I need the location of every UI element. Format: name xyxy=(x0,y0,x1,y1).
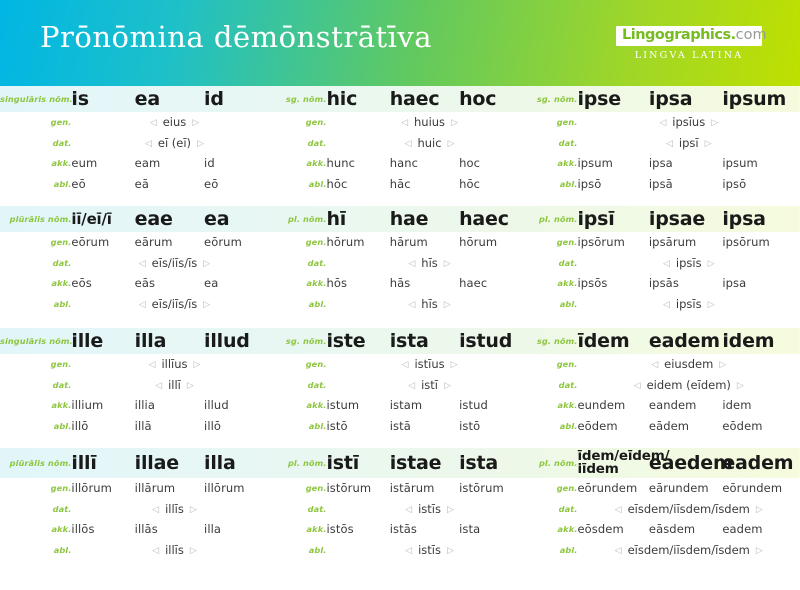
form-ille-plural-nom-1: illī xyxy=(71,452,97,474)
bracket-right-icon: ▷ xyxy=(450,360,458,371)
bracket-left-icon: ◁ xyxy=(665,138,673,149)
form-ille-singular-x-3: illud xyxy=(204,398,229,413)
row-singular-gen xyxy=(0,112,800,133)
form-hic-plural-dat-shared: ◁ hīs ▷ xyxy=(408,255,451,270)
form-hic-plural-nom-3: haec xyxy=(459,208,509,230)
label-ipse-singular-nom: sg. nōm. xyxy=(536,94,578,104)
form-iste-singular-gen-shared: ◁ istīus ▷ xyxy=(401,357,458,372)
form-idem-singular-dat-shared: ◁ eidem (eīdem) ▷ xyxy=(633,377,744,392)
bracket-left-icon: ◁ xyxy=(662,299,670,310)
form-iste-plural-x-3: istōrum xyxy=(459,481,504,496)
label-is-plural-abl: abl. xyxy=(53,298,72,309)
form-is-plural-abl-shared: ◁ eīs/iīs/īs ▷ xyxy=(138,296,211,311)
form-idem-singular-x-3: idem xyxy=(722,398,752,413)
form-hic-singular-x-3: hoc xyxy=(459,156,481,171)
form-idem-plural-dat-shared: ◁ eīsdem/iīsdem/īsdem ▷ xyxy=(614,501,763,516)
label-ipse-plural-gen: gen. xyxy=(556,237,578,248)
label-ille-singular-abl: abl. xyxy=(53,420,72,431)
form-iste-plural-dat-shared: ◁ istīs ▷ xyxy=(405,501,454,516)
label-idem-singular-abl: abl. xyxy=(559,420,578,431)
form-ille-singular-nom-2: illa xyxy=(134,330,167,352)
label-iste-plural-dat: dat. xyxy=(307,503,327,514)
form-is-singular-x-1: eum xyxy=(71,156,98,171)
form-iste-singular-x-1: istum xyxy=(326,398,360,413)
form-ipse-plural-nom-1: ipsī xyxy=(577,208,615,230)
form-hic-singular-nom-2: haec xyxy=(389,88,440,110)
form-ipse-plural-dat-shared: ◁ ipsīs ▷ xyxy=(662,255,715,270)
label-iste-plural-gen: gen. xyxy=(305,483,327,494)
bracket-right-icon: ▷ xyxy=(704,138,712,149)
bracket-left-icon: ◁ xyxy=(404,138,412,149)
label-hic-plural-akk: akk. xyxy=(306,278,327,289)
label-is-singular-gen: gen. xyxy=(50,117,72,128)
bracket-right-icon: ▷ xyxy=(443,380,451,391)
label-ipse-plural-akk: akk. xyxy=(557,278,578,289)
form-iste-plural-x-3: ista xyxy=(459,522,481,537)
form-idem-singular-x-1: eōdem xyxy=(577,418,618,433)
label-ille-singular-akk: akk. xyxy=(51,400,72,411)
form-ipse-singular-x-2: ipsā xyxy=(648,176,673,191)
label-hic-plural-dat: dat. xyxy=(307,257,327,268)
row-singular-nominative xyxy=(0,86,800,112)
label-idem-plural-gen: gen. xyxy=(556,483,578,494)
form-idem-plural-abl-shared: ◁ eīsdem/iīsdem/īsdem ▷ xyxy=(614,542,763,557)
form-idem-plural-x-1: eōsdem xyxy=(577,522,624,537)
label-ipse-singular-gen: gen. xyxy=(556,117,578,128)
row-plural-nominative xyxy=(0,206,800,232)
label-iste-singular-dat: dat. xyxy=(307,379,327,390)
row-singular-dat xyxy=(0,375,800,396)
form-iste-plural-abl-shared: ◁ istīs ▷ xyxy=(405,542,454,557)
form-ille-plural-x-1: illōs xyxy=(71,522,95,537)
form-ipse-plural-x-3: ipsa xyxy=(722,276,747,291)
form-ipse-singular-x-1: ipsō xyxy=(577,176,602,191)
form-is-plural-x-1: eōs xyxy=(71,276,92,291)
form-ipse-plural-x-3: ipsōrum xyxy=(722,235,770,250)
label-idem-singular-nom: sg. nōm. xyxy=(536,336,578,346)
bracket-left-icon: ◁ xyxy=(659,118,667,129)
form-is-plural-x-3: eōrum xyxy=(204,235,242,250)
form-ille-singular-x-1: illium xyxy=(71,398,104,413)
bracket-right-icon: ▷ xyxy=(755,545,763,556)
form-iste-plural-x-2: istārum xyxy=(389,481,435,496)
bracket-right-icon: ▷ xyxy=(443,258,451,269)
block-gap xyxy=(0,436,800,448)
form-is-plural-x-1: eōrum xyxy=(71,235,110,250)
row-plural-dat xyxy=(0,253,800,274)
bracket-left-icon: ◁ xyxy=(144,138,152,149)
form-is-singular-nom-1: is xyxy=(71,88,89,110)
form-idem-plural-x-3: eadem xyxy=(722,522,763,537)
form-ipse-plural-nom-2: ipsae xyxy=(648,208,706,230)
row-singular-nominative xyxy=(0,328,800,354)
label-idem-plural-nom: pl. nōm. xyxy=(538,458,578,468)
bracket-right-icon: ▷ xyxy=(451,118,458,129)
form-ipse-singular-nom-1: ipse xyxy=(577,88,621,110)
label-idem-plural-dat: dat. xyxy=(558,503,578,514)
row-singular-abl xyxy=(0,174,800,195)
form-is-singular-x-3: eō xyxy=(204,176,219,191)
row-singular-akk xyxy=(0,153,800,174)
form-iste-singular-x-3: istud xyxy=(459,398,488,413)
form-is-singular-nom-2: ea xyxy=(134,88,160,110)
form-hic-singular-x-2: hanc xyxy=(389,156,419,171)
row-plural-akk xyxy=(0,273,800,294)
bracket-left-icon: ◁ xyxy=(152,504,160,515)
bracket-left-icon: ◁ xyxy=(152,545,160,556)
page-title: Prōnōmina dēmōnstrātīva xyxy=(40,20,433,54)
form-ipse-singular-x-3: ipsō xyxy=(722,176,747,191)
form-hic-singular-nom-1: hic xyxy=(326,88,358,110)
form-ille-singular-x-1: illō xyxy=(71,418,89,433)
bracket-left-icon: ◁ xyxy=(662,258,670,269)
bracket-right-icon: ▷ xyxy=(447,138,455,149)
form-ille-singular-nom-3: illud xyxy=(204,330,250,352)
form-is-plural-dat-shared: ◁ eīs/iīs/īs ▷ xyxy=(138,255,211,270)
label-iste-singular-akk: akk. xyxy=(306,400,327,411)
form-hic-singular-x-1: hōc xyxy=(326,176,348,191)
form-iste-singular-x-2: istā xyxy=(389,418,411,433)
label-is-singular-dat: dat. xyxy=(52,137,72,148)
form-idem-singular-x-2: eandem xyxy=(648,398,697,413)
form-is-singular-gen-shared: ◁ eius ▷ xyxy=(149,115,200,130)
bracket-right-icon: ▷ xyxy=(197,138,204,149)
form-idem-plural-x-3: eōrundem xyxy=(722,481,783,496)
row-plural-gen xyxy=(0,478,800,499)
label-iste-singular-gen: gen. xyxy=(305,359,327,370)
form-iste-plural-x-1: istōs xyxy=(326,522,354,537)
page-header xyxy=(0,0,800,86)
bracket-right-icon: ▷ xyxy=(203,299,211,310)
label-idem-singular-gen: gen. xyxy=(556,359,578,370)
bracket-left-icon: ◁ xyxy=(614,504,622,515)
label-is-singular-abl: abl. xyxy=(53,178,72,189)
bracket-right-icon: ▷ xyxy=(707,258,715,269)
form-ipse-singular-x-3: ipsum xyxy=(722,156,758,171)
form-hic-plural-x-1: hōrum xyxy=(326,235,365,250)
declension-table-lower xyxy=(0,328,800,560)
form-is-plural-x-2: eārum xyxy=(134,235,173,250)
form-idem-plural-nom-1: īdem/eīdem/ iīdem xyxy=(577,448,670,477)
form-iste-singular-dat-shared: ◁ istī ▷ xyxy=(408,377,451,392)
form-iste-singular-x-1: istō xyxy=(326,418,348,433)
form-ille-plural-nom-3: illa xyxy=(204,452,236,474)
bracket-left-icon: ◁ xyxy=(138,258,146,269)
form-iste-plural-nom-1: istī xyxy=(326,452,360,474)
label-is-plural-dat: dat. xyxy=(52,257,72,268)
form-hic-plural-nom-1: hī xyxy=(326,208,347,230)
form-idem-singular-x-3: eōdem xyxy=(722,418,763,433)
row-singular-dat xyxy=(0,133,800,154)
label-iste-singular-abl: abl. xyxy=(308,420,327,431)
form-iste-plural-nom-3: ista xyxy=(459,452,499,474)
logo-wordmark xyxy=(616,26,767,46)
form-ille-plural-nom-2: illae xyxy=(134,452,179,474)
label-ipse-singular-abl: abl. xyxy=(559,178,578,189)
form-is-plural-x-3: ea xyxy=(204,276,219,291)
label-hic-singular-dat: dat. xyxy=(307,137,327,148)
form-hic-plural-x-1: hōs xyxy=(326,276,348,291)
form-ipse-plural-x-2: ipsās xyxy=(648,276,679,291)
label-ille-plural-abl: abl. xyxy=(53,544,72,555)
block-gap xyxy=(0,194,800,206)
bracket-right-icon: ▷ xyxy=(446,504,454,515)
bracket-right-icon: ▷ xyxy=(189,545,197,556)
label-ipse-singular-akk: akk. xyxy=(557,158,578,169)
form-idem-plural-nom-3: eadem xyxy=(722,452,794,474)
bracket-left-icon: ◁ xyxy=(408,380,416,391)
form-ipse-plural-abl-shared: ◁ ipsīs ▷ xyxy=(662,296,715,311)
label-ipse-plural-nom: pl. nōm. xyxy=(538,214,578,224)
bracket-left-icon: ◁ xyxy=(405,545,413,556)
form-ille-plural-abl-shared: ◁ illīs ▷ xyxy=(152,542,197,557)
logo-name: Lingographics xyxy=(622,27,731,43)
form-iste-singular-x-2: istam xyxy=(389,398,423,413)
form-ipse-singular-dat-shared: ◁ ipsī ▷ xyxy=(665,135,712,150)
form-ille-plural-x-2: illās xyxy=(134,522,158,537)
form-idem-plural-x-1: eōrundem xyxy=(577,481,638,496)
label-hic-plural-nom: pl. nōm. xyxy=(287,214,327,224)
form-hic-singular-dat-shared: ◁ huic ▷ xyxy=(404,135,455,150)
label-is-plural-akk: akk. xyxy=(51,278,72,289)
form-ille-singular-gen-shared: ◁ illīus ▷ xyxy=(148,357,201,372)
label-hic-singular-abl: abl. xyxy=(308,178,327,189)
form-ipse-singular-gen-shared: ◁ ipsīus ▷ xyxy=(659,115,719,130)
label-ille-plural-dat: dat. xyxy=(52,503,72,514)
row-plural-dat xyxy=(0,499,800,520)
bracket-left-icon: ◁ xyxy=(149,118,157,129)
form-ille-plural-dat-shared: ◁ illīs ▷ xyxy=(152,501,197,516)
form-idem-singular-x-1: eundem xyxy=(577,398,626,413)
bracket-right-icon: ▷ xyxy=(443,299,451,310)
form-iste-singular-nom-3: istud xyxy=(459,330,513,352)
form-idem-singular-gen-shared: ◁ eiusdem ▷ xyxy=(651,357,727,372)
bracket-left-icon: ◁ xyxy=(633,380,641,391)
bracket-left-icon: ◁ xyxy=(405,504,413,515)
bracket-left-icon: ◁ xyxy=(614,545,622,556)
bracket-right-icon: ▷ xyxy=(192,118,200,129)
label-iste-plural-nom: pl. nōm. xyxy=(287,458,327,468)
label-ille-plural-gen: gen. xyxy=(50,483,72,494)
bracket-right-icon: ▷ xyxy=(736,380,744,391)
logo-dot: . xyxy=(730,27,736,43)
form-ipse-singular-x-2: ipsa xyxy=(648,156,673,171)
form-ille-singular-x-2: illia xyxy=(134,398,155,413)
label-iste-plural-abl: abl. xyxy=(308,544,327,555)
form-is-singular-x-1: eō xyxy=(71,176,86,191)
label-ipse-singular-dat: dat. xyxy=(558,137,578,148)
declension-board xyxy=(0,86,800,560)
form-hic-plural-x-2: hās xyxy=(389,276,411,291)
row-plural-abl xyxy=(0,540,800,561)
bracket-right-icon: ▷ xyxy=(203,258,211,269)
label-idem-singular-dat: dat. xyxy=(558,379,578,390)
form-ille-plural-x-3: illōrum xyxy=(204,481,245,496)
form-iste-singular-nom-2: ista xyxy=(389,330,429,352)
form-is-singular-nom-3: id xyxy=(204,88,224,110)
form-hic-singular-x-3: hōc xyxy=(459,176,481,191)
form-hic-plural-x-3: haec xyxy=(459,276,488,291)
form-idem-singular-nom-3: idem xyxy=(722,330,775,352)
label-is-plural-gen: gen. xyxy=(50,237,72,248)
form-ipse-singular-nom-3: ipsum xyxy=(722,88,787,110)
form-iste-singular-x-3: istō xyxy=(459,418,481,433)
bracket-left-icon: ◁ xyxy=(138,299,146,310)
label-hic-plural-gen: gen. xyxy=(305,237,327,248)
form-hic-singular-x-2: hāc xyxy=(389,176,411,191)
row-singular-akk xyxy=(0,395,800,416)
bracket-right-icon: ▷ xyxy=(755,504,763,515)
label-is-singular-akk: akk. xyxy=(51,158,72,169)
form-hic-singular-x-1: hunc xyxy=(326,156,356,171)
form-iste-plural-x-2: istās xyxy=(389,522,417,537)
bracket-right-icon: ▷ xyxy=(719,360,727,371)
row-singular-gen xyxy=(0,354,800,375)
row-singular-abl xyxy=(0,416,800,437)
form-hic-plural-x-2: hārum xyxy=(389,235,428,250)
label-is-plural-nom: plūrālis nōm. xyxy=(9,214,72,224)
form-ipse-singular-x-1: ipsum xyxy=(577,156,613,171)
form-iste-singular-nom-1: iste xyxy=(326,330,366,352)
form-is-singular-x-3: id xyxy=(204,156,215,171)
form-is-plural-x-2: eās xyxy=(134,276,156,291)
form-ille-singular-dat-shared: ◁ illī ▷ xyxy=(155,377,194,392)
bracket-right-icon: ▷ xyxy=(711,118,719,129)
label-hic-plural-abl: abl. xyxy=(308,298,327,309)
form-ipse-plural-x-1: ipsōrum xyxy=(577,235,625,250)
form-ipse-plural-x-2: ipsārum xyxy=(648,235,697,250)
brand-logo xyxy=(616,26,767,61)
label-iste-singular-nom: sg. nōm. xyxy=(285,336,327,346)
form-idem-singular-nom-2: eadem xyxy=(648,330,720,352)
form-iste-plural-nom-2: istae xyxy=(389,452,442,474)
form-hic-plural-x-3: hōrum xyxy=(459,235,498,250)
bracket-right-icon: ▷ xyxy=(446,545,454,556)
form-is-plural-nom-1: iī/eī/ī xyxy=(71,210,112,228)
form-idem-plural-nom-2: eaedem xyxy=(648,452,733,474)
form-ille-singular-x-3: illō xyxy=(204,418,222,433)
declension-table-upper xyxy=(0,86,800,314)
half-separator xyxy=(0,314,800,328)
label-hic-singular-nom: sg. nōm. xyxy=(285,94,327,104)
form-ipse-plural-x-1: ipsōs xyxy=(577,276,608,291)
bracket-left-icon: ◁ xyxy=(408,258,416,269)
row-plural-gen xyxy=(0,232,800,253)
row-plural-nominative xyxy=(0,448,800,478)
label-ipse-plural-abl: abl. xyxy=(559,298,578,309)
bracket-right-icon: ▷ xyxy=(186,380,194,391)
bracket-left-icon: ◁ xyxy=(401,118,408,129)
form-ille-plural-x-1: illōrum xyxy=(71,481,112,496)
label-ille-plural-akk: akk. xyxy=(51,524,72,535)
label-iste-plural-akk: akk. xyxy=(306,524,327,535)
form-hic-singular-nom-3: hoc xyxy=(459,88,497,110)
form-is-singular-dat-shared: ◁ eī (eī) ▷ xyxy=(144,135,204,150)
bracket-left-icon: ◁ xyxy=(401,360,409,371)
form-ipse-plural-nom-3: ipsa xyxy=(722,208,766,230)
form-idem-plural-x-2: eārundem xyxy=(648,481,709,496)
label-ipse-plural-dat: dat. xyxy=(558,257,578,268)
bracket-left-icon: ◁ xyxy=(148,360,156,371)
form-idem-plural-x-2: eāsdem xyxy=(648,522,696,537)
form-ille-plural-x-3: illa xyxy=(204,522,222,537)
label-idem-plural-abl: abl. xyxy=(559,544,578,555)
form-ipse-singular-nom-2: ipsa xyxy=(648,88,693,110)
bracket-right-icon: ▷ xyxy=(193,360,201,371)
form-ille-singular-nom-1: ille xyxy=(71,330,104,352)
form-is-plural-nom-2: eae xyxy=(134,208,173,230)
row-plural-abl xyxy=(0,294,800,315)
bracket-left-icon: ◁ xyxy=(408,299,416,310)
bracket-left-icon: ◁ xyxy=(651,360,659,371)
bracket-left-icon: ◁ xyxy=(155,380,163,391)
label-ille-singular-nom: singulāris nōm. xyxy=(0,336,73,346)
label-idem-plural-akk: akk. xyxy=(557,524,578,535)
label-ille-singular-gen: gen. xyxy=(50,359,72,370)
form-hic-plural-abl-shared: ◁ hīs ▷ xyxy=(408,296,451,311)
form-idem-singular-nom-1: īdem xyxy=(577,330,630,352)
label-idem-singular-akk: akk. xyxy=(557,400,578,411)
label-ille-singular-dat: dat. xyxy=(52,379,72,390)
form-hic-singular-gen-shared: ◁ huius ▷ xyxy=(401,115,458,130)
form-iste-plural-x-1: istōrum xyxy=(326,481,372,496)
form-is-singular-x-2: eam xyxy=(134,156,161,171)
bracket-right-icon: ▷ xyxy=(707,299,715,310)
form-is-plural-nom-3: ea xyxy=(204,208,230,230)
form-ille-plural-x-2: illārum xyxy=(134,481,176,496)
form-idem-singular-x-2: eādem xyxy=(648,418,690,433)
label-is-singular-nom: singulāris nōm. xyxy=(0,94,73,104)
form-ille-singular-x-2: illā xyxy=(134,418,152,433)
label-hic-singular-gen: gen. xyxy=(305,117,327,128)
bracket-right-icon: ▷ xyxy=(189,504,197,515)
logo-tagline: LINGVA LATINA xyxy=(634,50,744,61)
logo-tld: com xyxy=(735,27,767,43)
form-is-singular-x-2: eā xyxy=(134,176,149,191)
label-hic-singular-akk: akk. xyxy=(306,158,327,169)
label-ille-plural-nom: plūrālis nōm. xyxy=(9,458,72,468)
form-hic-plural-nom-2: hae xyxy=(389,208,429,230)
row-plural-akk xyxy=(0,519,800,540)
